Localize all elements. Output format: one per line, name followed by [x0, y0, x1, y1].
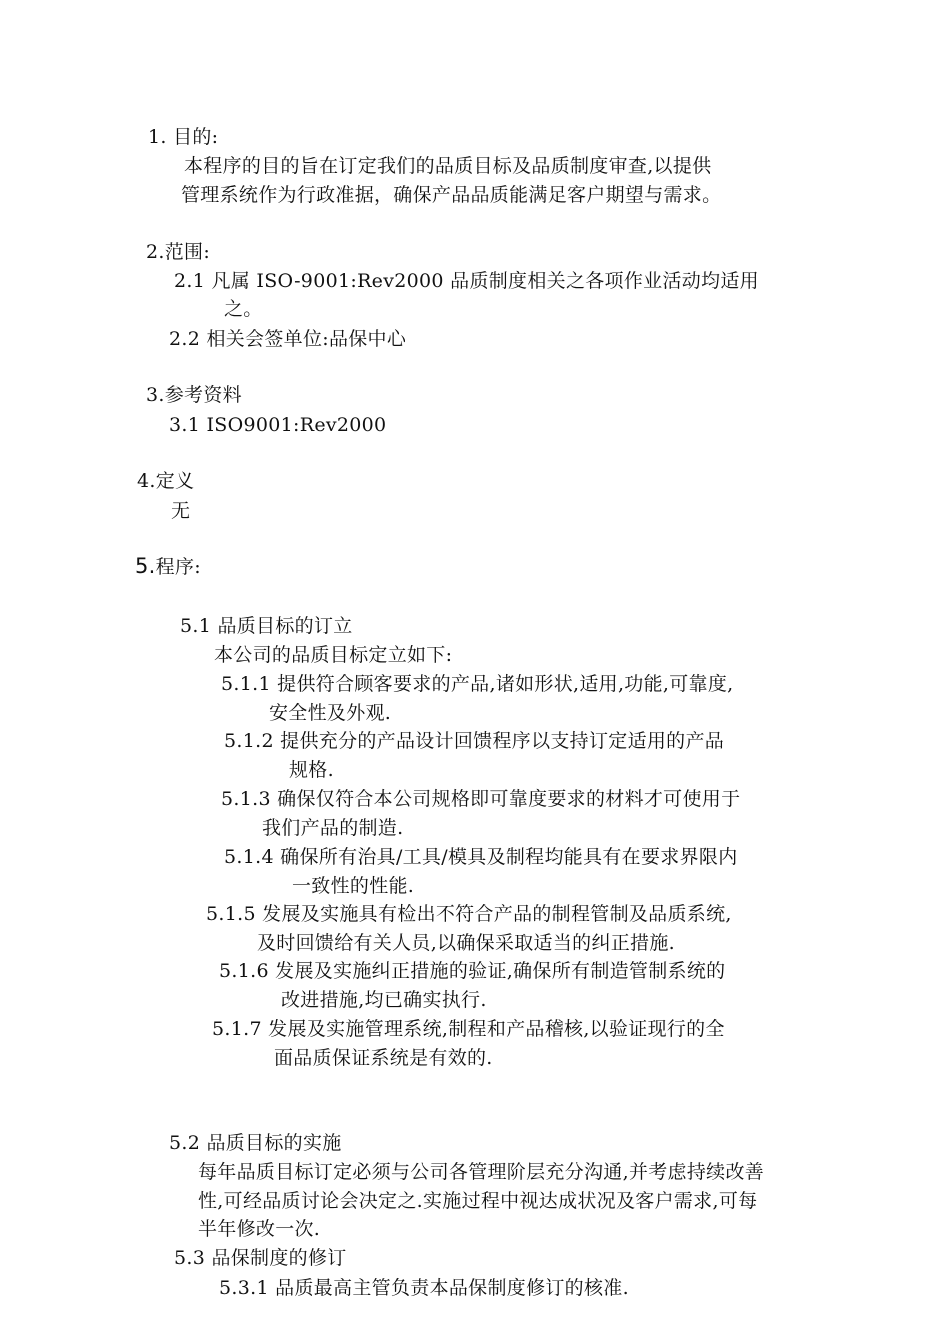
item-5-1-4-line-2: 一致性的性能.: [292, 875, 415, 897]
section-2-heading: 2.范围:: [146, 241, 211, 263]
item-5-1-3-line-2: 我们产品的制造.: [262, 817, 404, 839]
subsection-5-1-title: 5.1 品质目标的订立: [180, 615, 353, 637]
section-5-heading: [135, 553, 201, 580]
section-1-body-line-1: 本程序的目的旨在订定我们的品质目标及品质制度审查,以提供: [184, 155, 712, 177]
item-5-1-6-line-1: 5.1.6 发展及实施纠正措施的验证,确保所有制造管制系统的: [219, 960, 726, 982]
section-5-title: 程序:: [155, 556, 201, 578]
section-1-heading: 1. 目的:: [148, 126, 219, 148]
subsection-5-2-body-line-1: 每年品质目标订定必须与公司各管理阶层充分沟通,并考虑持续改善: [198, 1161, 765, 1183]
subsection-5-1-intro: 本公司的品质目标定立如下:: [214, 644, 453, 666]
item-5-1-2-line-2: 规格.: [289, 759, 334, 781]
item-5-1-6-line-2: 改进措施,均已确实执行.: [281, 989, 487, 1011]
item-5-1-1-line-2: 安全性及外观.: [269, 702, 392, 724]
section-2-item-1-line-1: 2.1 凡属 ISO-9001:Rev2000 品质制度相关之各项作业活动均适用: [174, 270, 759, 292]
item-5-1-5-line-1: 5.1.5 发展及实施具有检出不符合产品的制程管制及品质系统,: [206, 903, 732, 925]
subsection-5-2-body-line-3: 半年修改一次.: [198, 1218, 321, 1240]
section-4-heading: 4.定义: [137, 470, 195, 492]
item-5-1-2-line-1: 5.1.2 提供充分的产品设计回馈程序以支持订定适用的产品: [224, 730, 725, 752]
section-4-body: 无: [171, 500, 191, 522]
section-3-item-1: 3.1 ISO9001:Rev2000: [169, 414, 387, 436]
section-1-body-line-2: 管理系统作为行政准据，确保产品品质能满足客户期望与需求。: [181, 184, 722, 206]
subsection-5-3-title: 5.3 品保制度的修订: [174, 1247, 347, 1269]
section-5-number: 5.: [135, 554, 156, 578]
item-5-1-1-line-1: 5.1.1 提供符合顾客要求的产品,诸如形状,适用,功能,可靠度,: [221, 673, 734, 695]
item-5-1-3-line-1: 5.1.3 确保仅符合本公司规格即可靠度要求的材料才可使用于: [221, 788, 741, 810]
item-5-1-5-line-2: 及时回馈给有关人员,以确保采取适当的纠正措施.: [257, 932, 675, 954]
item-5-1-7-line-2: 面品质保证系统是有效的.: [274, 1047, 493, 1069]
subsection-5-2-title: 5.2 品质目标的实施: [169, 1132, 342, 1154]
section-3-heading: 3.参考资料: [146, 384, 242, 406]
section-2-item-1-line-2: 之。: [224, 298, 263, 320]
item-5-1-4-line-1: 5.1.4 确保所有治具/工具/模具及制程均能具有在要求界限内: [224, 846, 738, 868]
subsection-5-2-body-line-2: 性,可经品质讨论会决定之.实施过程中视达成状况及客户需求,可每: [198, 1190, 758, 1212]
item-5-3-1: 5.3.1 品质最高主管负责本品保制度修订的核准.: [219, 1277, 629, 1299]
item-5-1-7-line-1: 5.1.7 发展及实施管理系统,制程和产品稽核,以验证现行的全: [212, 1018, 725, 1040]
section-2-item-2: 2.2 相关会签单位:品保中心: [169, 328, 407, 350]
